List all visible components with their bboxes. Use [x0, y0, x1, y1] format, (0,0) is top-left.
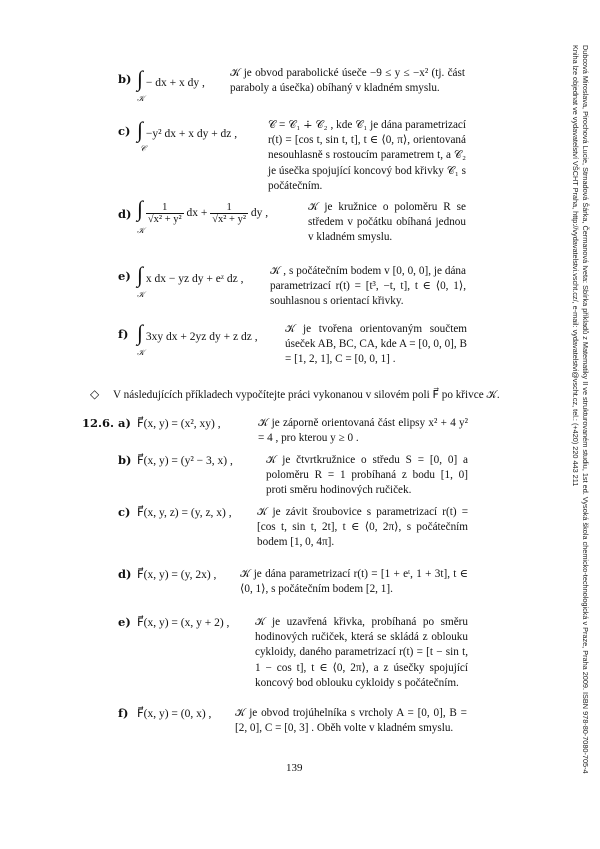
- item-label: f): [118, 706, 129, 720]
- item-text: 𝒦 je čtvrtkružnice o středu S = [0, 0] a poloměru R = 1 probíhaná z bodu [1, 0] proti směru hodinových ručiček.: [266, 454, 468, 497]
- item-label: b): [118, 453, 132, 467]
- integral-subscript: 𝒞: [140, 144, 146, 153]
- sidebar-line-2: Kniha lze objednat ve vydavatelství VŠCHT Praha, http://vydavatelstvi.vscht.cz/, e-mail: vydavatelstvi@vscht.cz, tel.: (+420) 220 443 211: [571, 45, 580, 487]
- item-text: 𝒦 je kružnice o poloměru R se středem v počátku obíhaná jednou v kladném smyslu.: [308, 201, 466, 244]
- formula: F⃗(x, y) = (x², xy) ,: [137, 418, 221, 430]
- formula: ∫ $\frac{1}{\text{√x² + y²}}$ dx + $\frac{1}{\text{√x² + y²}}$ dy ,: [137, 196, 269, 225]
- fraction: $\frac{1}{\text{√x² + y²}}$: [147, 201, 182, 225]
- formula-body: x dx − yz dy + eᶻ dz ,: [143, 273, 244, 285]
- sidebar-line-1: Dubcová Miroslava, Pirochová Lucie, Strnadová Šárka, Čermanová Iveta: Sbírka příkladů z Matematiky II ve strukturovaném studiu, 1st ed. Vysoká škola chemicko-technologická v Praze, Praha 2009. ISBN 978-80-7080-705-4: [581, 45, 590, 774]
- item-label: c): [118, 124, 131, 138]
- item-text: 𝒦 je záporně orientovaná část elipsy x² + 4 y² = 4 , pro kterou y ≥ 0 .: [258, 417, 468, 445]
- integral-subscript: 𝒦: [137, 290, 145, 299]
- formula: F⃗(x, y, z) = (y, z, x) ,: [137, 507, 232, 519]
- fraction: $\frac{1}{\text{√x² + y²}}$: [212, 201, 246, 225]
- item-text: 𝒦 je tvořena orientovaným součtem úseček AB, BC, CA, kde A = [0, 0, 0], B = [1, 2, 1], C = [0, 0, 1] .: [285, 323, 467, 366]
- formula: F⃗(x, y) = (y² − 3, x) ,: [137, 455, 233, 467]
- page-number: 139: [286, 762, 303, 774]
- item-text: 𝒦 je obvod trojúhelníka s vrcholy A = [0, 0], B = [2, 0], C = [0, 3] . Oběh volte v kladném smyslu.: [235, 707, 467, 735]
- section-intro: V následujících příkladech vypočítejte práci vykonanou v silovém poli F⃗ po křivce 𝒦.: [113, 389, 500, 401]
- integral-subscript: 𝒦: [137, 94, 145, 103]
- item-label: c): [118, 505, 131, 519]
- formula: ∫ −y² dx + x dy + dz ,: [137, 117, 238, 142]
- item-label: b): [118, 72, 132, 86]
- item-text: 𝒦 je uzavřená křivka, probíhaná po směru hodinových ručiček, která se skládá z oblouku cykloidy, daného parametrizací r(t) = [t − sin t, 1 − cos t], t ∈ ⟨0, 2π⟩, a z úsečky spojující koncový bod oblouku cykloidy s počátečním.: [255, 616, 468, 689]
- formula: ∫ 3xy dx + 2yz dy + z dz ,: [137, 320, 258, 345]
- formula-body: −y² dx + x dy + dz ,: [143, 128, 238, 140]
- problem-number: 12.6.: [82, 416, 115, 430]
- item-text: 𝒦 , s počátečním bodem v [0, 0, 0], je dána parametrizací r(t) = [t³, −t, t], t ∈ ⟨0, 1⟩, souhlasnou s orientací křivky.: [270, 265, 466, 308]
- formula: F⃗(x, y) = (0, x) ,: [137, 708, 212, 720]
- formula: F⃗(x, y) = (x, y + 2) ,: [137, 617, 230, 629]
- item-label: e): [118, 269, 131, 283]
- item-label: a): [118, 416, 131, 430]
- item-label: f): [118, 327, 129, 341]
- sidebar-citation: [570, 45, 590, 774]
- formula-body: − dx + x dy ,: [143, 77, 205, 89]
- diamond-icon: ◇: [90, 387, 100, 401]
- item-text: 𝒞 = 𝒞₁ ∔ 𝒞₂ , kde 𝒞₁ je dána parametrizací r(t) = [cos t, sin t, t], t ∈ ⟨0, π⟩, orientovaná nesouhlasně s rostoucím parametrem t, a 𝒞₂ je úsečka spojující koncový bod křivky 𝒞₁ s počátečním.: [268, 119, 466, 192]
- item-label: e): [118, 615, 131, 629]
- formula: F⃗(x, y) = (y, 2x) ,: [137, 569, 217, 581]
- formula: ∫ x dx − yz dy + eᶻ dz ,: [137, 262, 244, 287]
- item-text: 𝒦 je dána parametrizací r(t) = [1 + eᵗ, 1 + 3t], t ∈ ⟨0, 1⟩, s počátečním bodem [2, 1].: [240, 568, 468, 596]
- integral-subscript: 𝒦: [137, 348, 145, 357]
- formula: ∫ − dx + x dy ,: [137, 66, 205, 91]
- item-text: 𝒦 je závit šroubovice s parametrizací r(t) = [cos t, sin t, 2t], t ∈ ⟨0, 2π⟩, s počátečním bodem [1, 0, 4π].: [257, 506, 468, 549]
- item-label: d): [118, 207, 132, 221]
- integral-subscript: 𝒦: [137, 226, 145, 235]
- item-label: d): [118, 567, 132, 581]
- item-text: 𝒦 je obvod parabolické úseče −9 ≤ y ≤ −x² (tj. část paraboly a úsečka) obíhaný v kladném smyslu.: [230, 67, 465, 95]
- formula-body: 3xy dx + 2yz dy + z dz ,: [143, 331, 258, 343]
